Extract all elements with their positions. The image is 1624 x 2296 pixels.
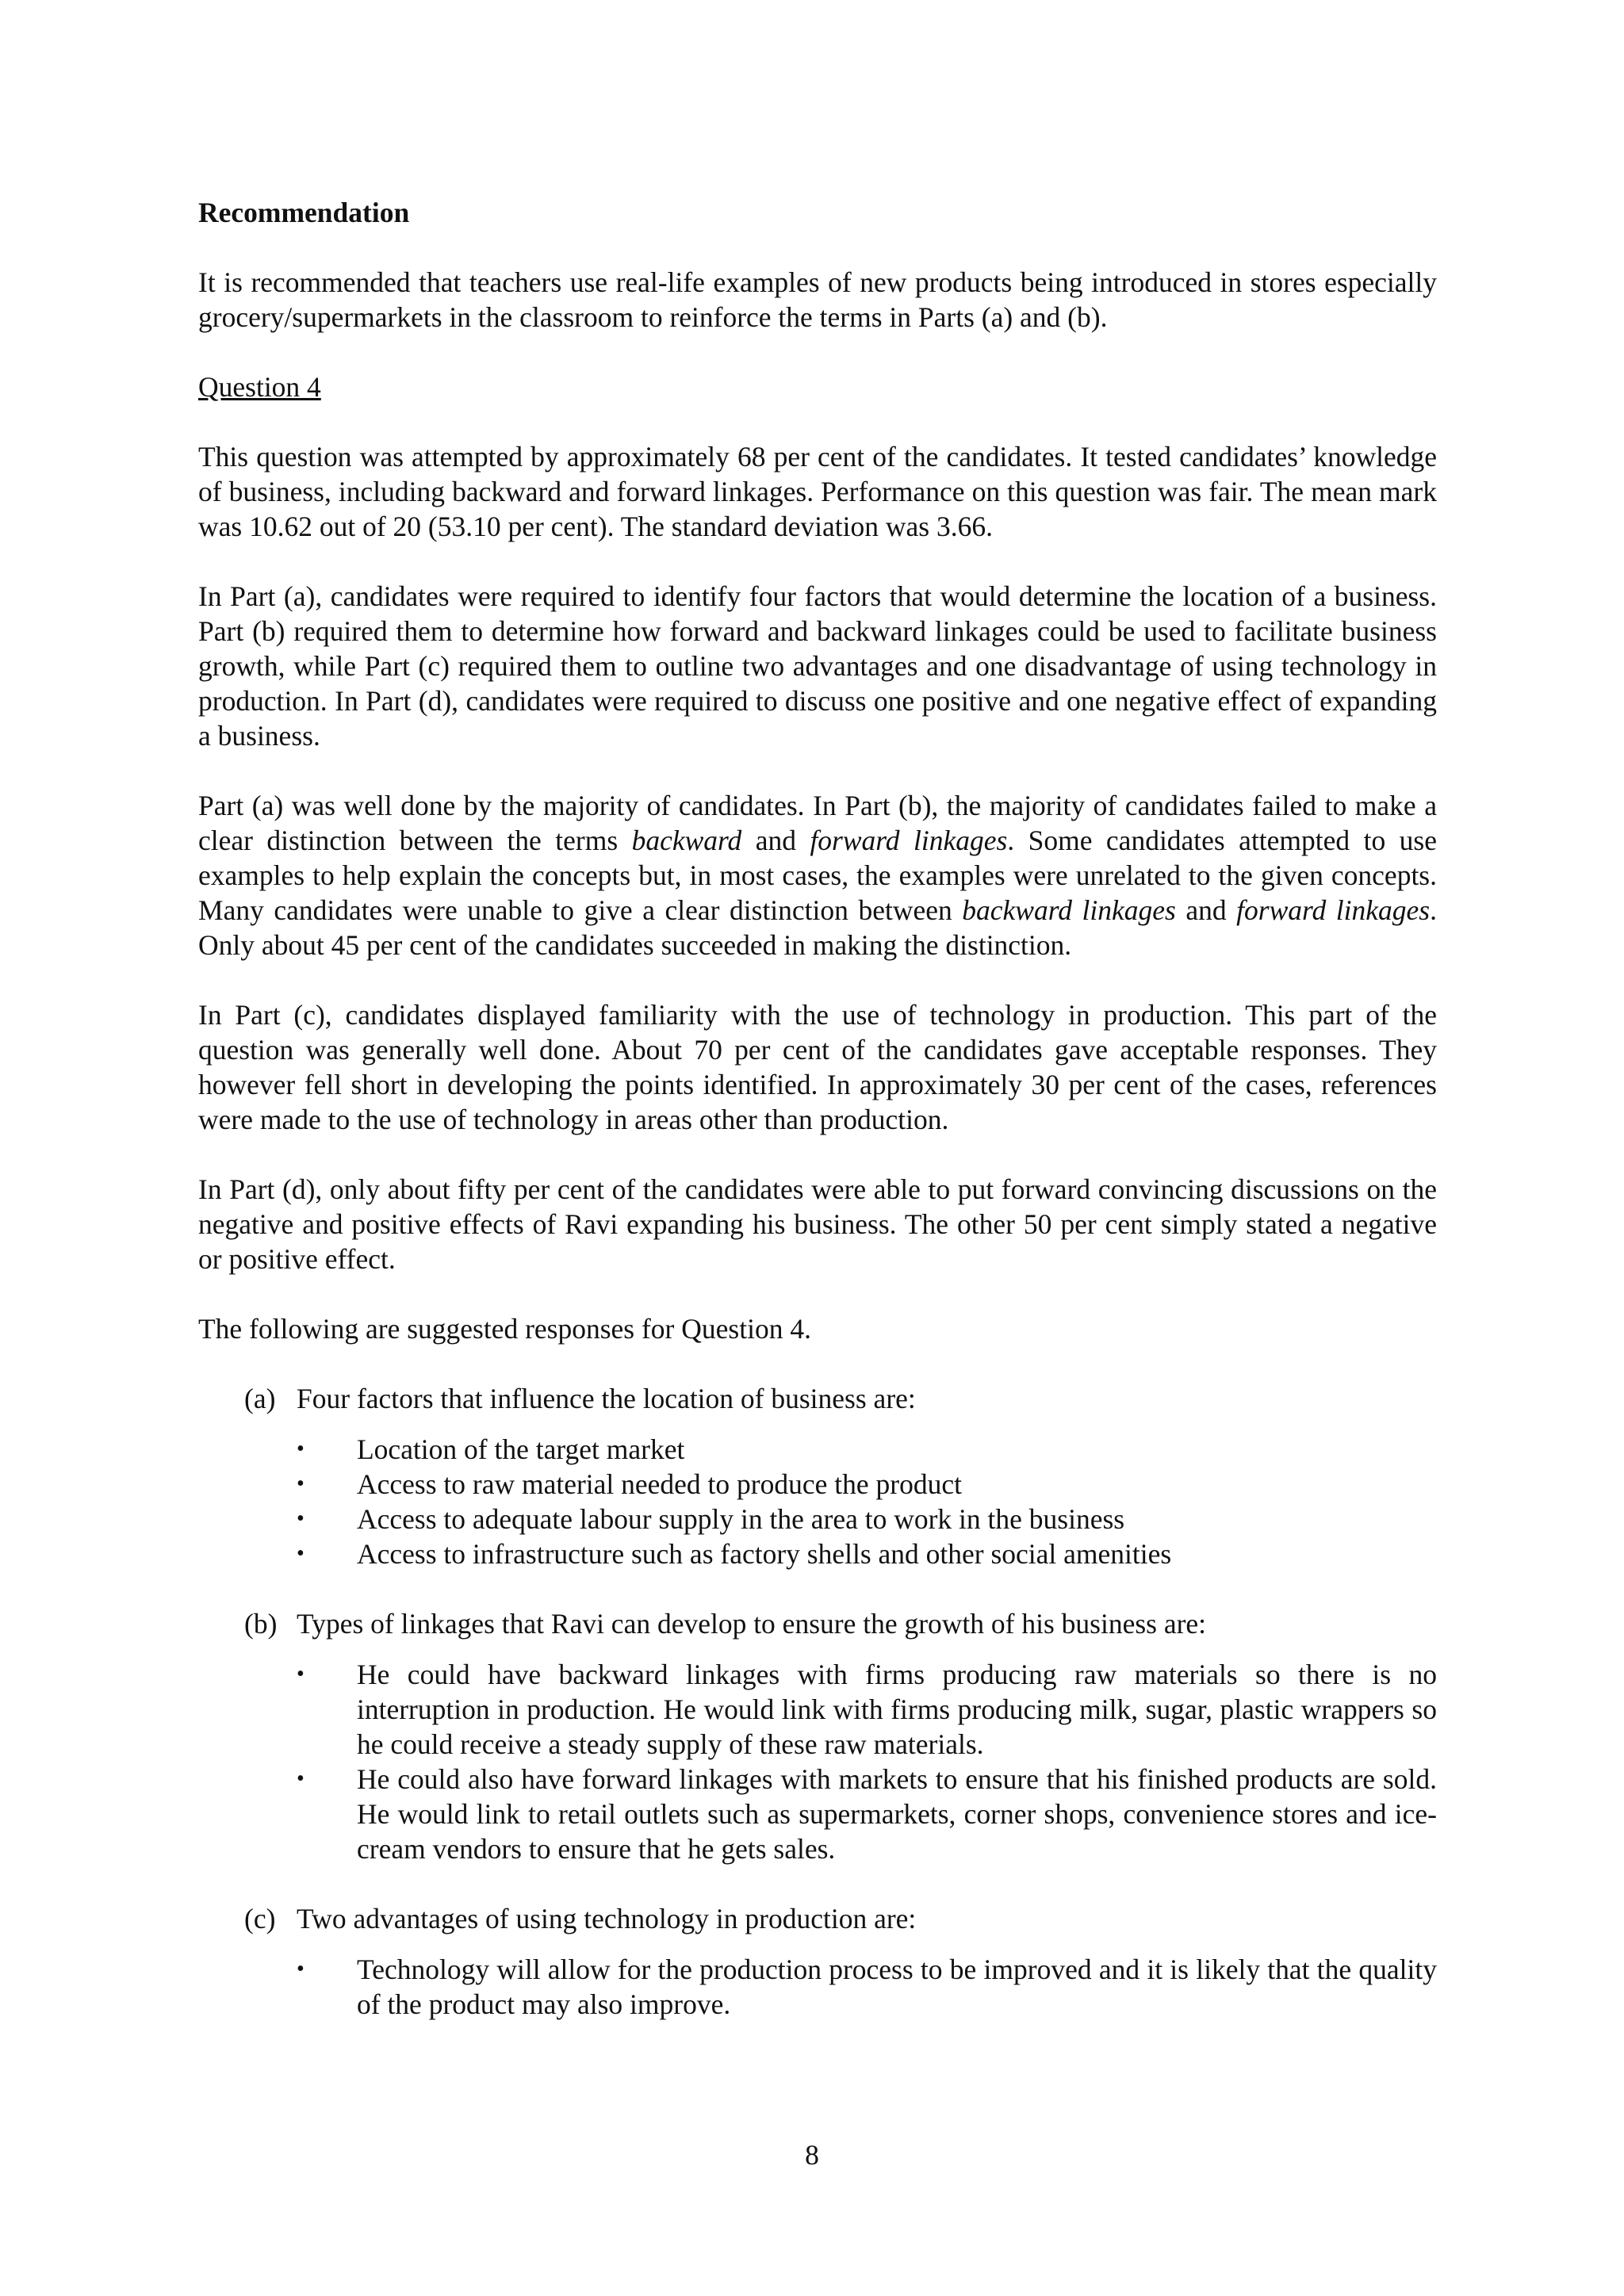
paragraph-expansion-performance: In Part (d), only about fifty per cent of the candidates were able to put forward convincing discussions on the negative and positive effects of Ravi expanding his business. The other 50 per cent simply stated a negative or positive effect. [198, 1173, 1437, 1275]
bullet-list [198, 1432, 1437, 1571]
list-item [198, 1502, 1437, 1536]
list-item-text: He could also have forward linkages with markets to ensure that his finished products are sold. He would link to retail outlets such as supermarkets, corner shops, convenience stores and ice-cream vendors to ensure that he gets sales. [357, 1763, 1437, 1865]
section-heading: Recommendation [198, 197, 410, 228]
part-text: Two advantages of using technology in production are: [297, 1903, 917, 1934]
page-number: 8 [805, 2139, 819, 2171]
response-part-a [198, 1381, 1437, 1571]
document-page [198, 195, 1437, 2057]
list-item-text: Access to infrastructure such as factory shells and other social amenities [357, 1538, 1172, 1570]
part-label: (a) [244, 1383, 276, 1414]
paragraph-technology-performance: In Part (c), candidates displayed familiarity with the use of technology in production. This part of the question was generally well done. About 70 per cent of the candidates gave acceptable responses. They however fell short in developing the points identified. In approximately 30 per cent of the cases, references were made to the use of technology in areas other than production. [198, 999, 1437, 1135]
list-item [198, 1657, 1437, 1762]
text-run: . Only about 45 per cent of the candidates succeeded in making the distinction. [198, 894, 1437, 961]
list-item-text: He could have backward linkages with firms producing raw materials so there is no interruption in production. He would link with firms producing milk, sugar, plastic wrappers so he could receive a steady supply of these raw materials. [357, 1659, 1437, 1760]
question-title: Question 4 [198, 371, 321, 403]
list-item [198, 1952, 1437, 2022]
italic-term: forward linkages [810, 825, 1008, 856]
part-text: Four factors that influence the location of business are: [297, 1383, 916, 1414]
bullet-icon: • [297, 1506, 304, 1531]
list-item-text: Access to adequate labour supply in the area to work in the business [357, 1503, 1125, 1535]
paragraph-linkages-performance [198, 788, 1437, 962]
list-item [198, 1467, 1437, 1502]
paragraph-parts-overview: In Part (a), candidates were required to identify four factors that would determine the location of a business. Part (b) required them to determine how forward and backward linkages could be used to facilitate business growth, while Part (c) required them to outline two advantages and one disadvantage of using technology in production. In Part (d), candidates were required to discuss one positive and one negative effect of expanding a business. [198, 580, 1437, 752]
bullet-list [198, 1952, 1437, 2022]
bullet-icon: • [297, 1471, 304, 1496]
list-item-text: Location of the target market [357, 1433, 685, 1465]
text-run: Part (a) was well done by the majority of candidates. In Part (b), the majority of candidates failed to make a clear distinction between the terms [198, 790, 1437, 856]
bullet-icon: • [297, 1766, 304, 1791]
part-text: Types of linkages that Ravi can develop to ensure the growth of his business are: [297, 1608, 1207, 1640]
bullet-icon: • [297, 1957, 304, 1981]
bullet-icon: • [297, 1437, 304, 1461]
bullet-icon: • [297, 1541, 304, 1566]
italic-term: backward [631, 825, 742, 856]
list-item [198, 1432, 1437, 1467]
recommendation-paragraph: It is recommended that teachers use real-life examples of new products being introduced in stores especially grocery/supermarkets in the classroom to reinforce the terms in Parts (a) and (b). [198, 266, 1437, 333]
paragraph-attempt-stats: This question was attempted by approximately 68 per cent of the candidates. It tested candidates’ knowledge of business, including backward and forward linkages. Performance on this question was fair. The mean mark was 10.62 out of 20 (53.10 per cent). The standard deviation was 3.66. [198, 441, 1437, 542]
paragraph-suggested-intro: The following are suggested responses for Question 4. [198, 1313, 811, 1345]
italic-term: backward linkages [962, 894, 1176, 926]
list-item [198, 1536, 1437, 1571]
part-label: (c) [244, 1903, 276, 1934]
text-run: and [1175, 894, 1237, 926]
response-part-c [198, 1901, 1437, 2022]
list-item [198, 1762, 1437, 1866]
list-item-text: Access to raw material needed to produce the product [357, 1468, 962, 1500]
part-label: (b) [244, 1608, 278, 1640]
text-run: . Some candidates attempted to use examples to help explain the concepts but, in most cases, the examples were unrelated to the given concepts. Many candidates were unable to give a clear distinction between [198, 825, 1437, 926]
response-part-b [198, 1606, 1437, 1866]
list-item-text: Technology will allow for the production process to be improved and it is likely that the quality of the product may also improve. [357, 1954, 1437, 2020]
bullet-list [198, 1657, 1437, 1866]
text-run: and [741, 825, 810, 856]
bullet-icon: • [297, 1662, 304, 1686]
italic-term: forward linkages [1236, 894, 1431, 926]
